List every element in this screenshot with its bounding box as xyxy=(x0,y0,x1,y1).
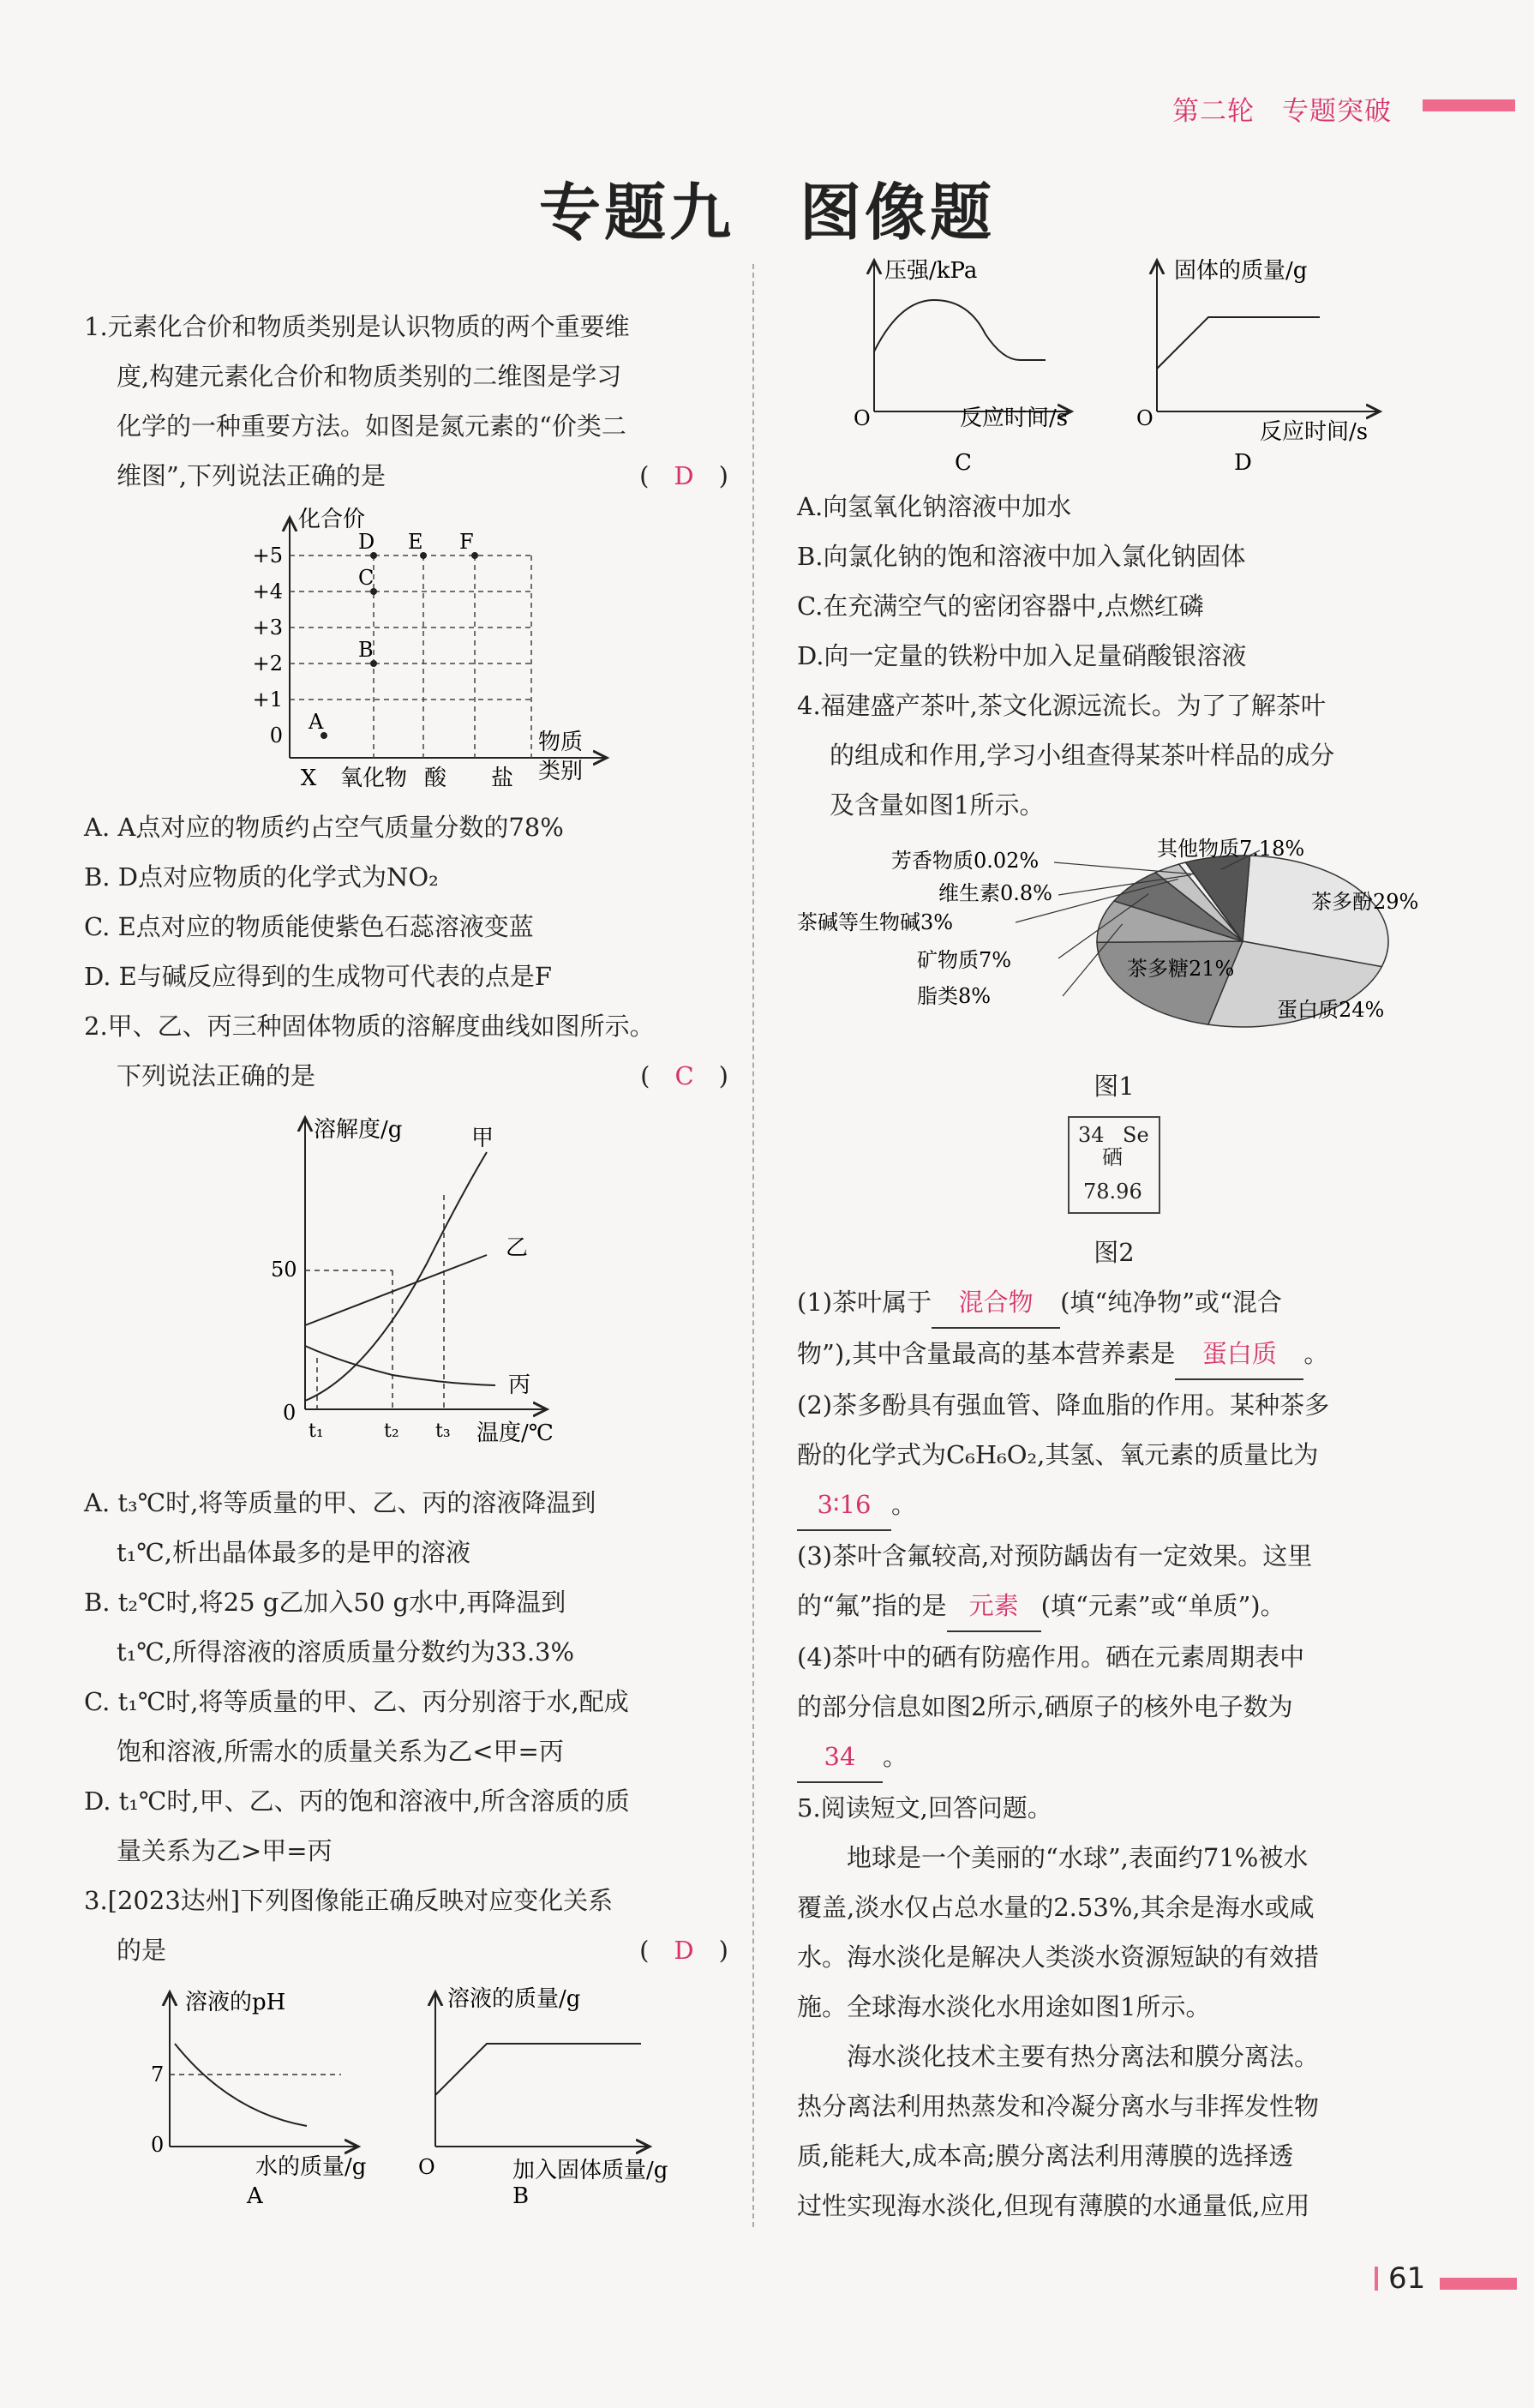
q1-line-1: 1.元素化合价和物质类别是认识物质的两个重要维 xyxy=(84,312,630,341)
q3-graphs-cd xyxy=(797,249,1431,482)
q4-sub2-answer: 3∶16 xyxy=(797,1480,891,1531)
q2-line-1: 2.甲、乙、丙三种固体物质的溶解度曲线如图所示。 xyxy=(84,1012,655,1041)
q1-point-label: E xyxy=(408,530,423,554)
q3-line-2: 的是 ( D ) xyxy=(84,1925,728,1975)
pie-label: 芳香物质0.02% xyxy=(891,849,1040,873)
element-name: 硒 xyxy=(1102,1145,1123,1169)
q4-sub4-line2: 的部分信息如图2所示,硒原子的核外电子数为 xyxy=(797,1692,1293,1721)
pie-label: 维生素0.8% xyxy=(938,881,1052,905)
q2-option-b-1: B. t₂℃时,将25 g乙加入50 g水中,再降温到 xyxy=(84,1588,566,1617)
pie-label: 茶碱等生物碱3% xyxy=(797,910,954,934)
pie-label: 蛋白质24% xyxy=(1277,998,1385,1022)
q2-option-c-1: C. t₁℃时,将等质量的甲、乙、丙分别溶于水,配成 xyxy=(84,1687,629,1716)
header-decoration-bar xyxy=(1423,99,1515,111)
page-number-tick xyxy=(1375,2267,1378,2291)
graph-b-caption: B xyxy=(512,2183,530,2207)
q3-line-1: 3.[2023达州]下列图像能正确反映对应变化关系 xyxy=(84,1886,614,1915)
q1-ytick: +2 xyxy=(252,652,283,676)
q4-sub2-line2: 酚的化学式为C₆H₆O₂,其氢、氧元素的质量比为 xyxy=(797,1440,1319,1469)
q4-sub1-line2: 物”),其中含量最高的基本营养素是 蛋白质 。 xyxy=(797,1329,1431,1380)
pie-label: 其他物质7.18% xyxy=(1157,837,1305,861)
q5-p1-line2: 覆盖,淡水仅占总水量的2.53%,其余是海水或咸 xyxy=(797,1893,1315,1922)
q1-answer: D xyxy=(674,461,694,490)
q5-p2-line1: 海水淡化技术主要有热分离法和膜分离法。 xyxy=(847,2042,1320,2071)
graph-c-curve xyxy=(874,300,1046,360)
q1-point-label: A xyxy=(309,710,324,734)
element-card-wrap xyxy=(797,1111,1431,1228)
q1-xtick: X xyxy=(300,766,317,791)
graph-c-ylabel: 压强/kPa xyxy=(884,258,978,284)
q1-ytick: 0 xyxy=(269,724,283,748)
q1-line-2: 度,构建元素化合价和物质类别的二维图是学习 xyxy=(117,362,622,391)
page-title: 专题九 图像题 xyxy=(538,177,995,249)
graph-b-xlabel: 加入固体质量/g xyxy=(512,2158,668,2183)
q1-line-3: 化学的一种重要方法。如图是氮元素的“价类二 xyxy=(117,411,626,441)
graph-a-caption: A xyxy=(247,2183,263,2207)
q2-xtick-t2: t₂ xyxy=(384,1420,399,1442)
curve-label-jia: 甲 xyxy=(471,1126,494,1151)
pie-label: 茶多糖21% xyxy=(1127,957,1235,981)
graph-d-caption: D xyxy=(1234,450,1252,476)
q1-option-d: D. E与碱反应得到的生成物可代表的点是F xyxy=(84,962,552,991)
curve-jia xyxy=(305,1152,487,1401)
element-symbol: Se xyxy=(1123,1123,1149,1147)
q5-p1-line4: 施。全球海水淡化水用途如图1所示。 xyxy=(797,1992,1211,2021)
q4-line-2: 的组成和作用,学习小组查得某茶叶样品的成分 xyxy=(830,741,1335,770)
q1-xlabel-1: 物质 xyxy=(538,730,584,755)
graph-d-xlabel: 反应时间/s xyxy=(1260,419,1369,445)
q4-sub1-line1: (1)茶叶属于 混合物 (填“纯净物”或“混合 xyxy=(797,1277,1431,1329)
left-column xyxy=(84,302,728,2207)
q3-answer: D xyxy=(674,1936,694,1965)
q1-ytick: +1 xyxy=(252,688,283,712)
q3-option-a: A.向氢氧化钠溶液中加水 xyxy=(797,492,1072,521)
q2-ylabel: 溶解度/g xyxy=(314,1117,403,1143)
curve-label-yi: 乙 xyxy=(506,1235,529,1261)
page-number: 61 xyxy=(1388,2261,1426,2296)
graph-d-ylabel: 固体的质量/g xyxy=(1174,258,1308,284)
q1-point-label: D xyxy=(358,530,375,554)
pie-caption: 图1 xyxy=(1094,1072,1135,1101)
graph-a-ylabel: 溶液的pH xyxy=(185,1990,286,2015)
q5-p1-line1: 地球是一个美丽的“水球”,表面约71%被水 xyxy=(847,1843,1309,1872)
graph-d-origin: O xyxy=(1136,406,1153,430)
q4-sub3-line2: 的“氟”指的是 元素 (填“元素”或“单质”)。 xyxy=(797,1581,1431,1632)
q2-xtick-t3: t₃ xyxy=(435,1420,451,1442)
graph-a-curve xyxy=(175,2044,307,2126)
q5-p2-line3: 质,能耗大,成本高;膜分离法利用薄膜的选择透 xyxy=(797,2141,1294,2171)
right-column xyxy=(797,249,1431,2231)
q1-option-c: C. E点对应的物质能使紫色石蕊溶液变蓝 xyxy=(84,912,534,941)
q3-answer-bracket: ( D ) xyxy=(639,1936,728,1965)
q5-stem: 5.阅读短文,回答问题。 xyxy=(797,1793,1052,1823)
q3-graphs-ab xyxy=(84,1975,728,2207)
q1-ylabel: 化合价 xyxy=(298,507,366,532)
q4-sub4-line3: 34 。 xyxy=(797,1732,1431,1783)
element-caption: 图2 xyxy=(1094,1238,1135,1267)
q2-origin: 0 xyxy=(283,1401,297,1425)
q5-p2-line2: 热分离法利用热蒸发和冷凝分离水与非挥发性物 xyxy=(797,2092,1320,2121)
q2-option-b-2: t₁℃,所得溶液的溶质质量分数约为33.3% xyxy=(117,1637,575,1666)
graph-b-ylabel: 溶液的质量/g xyxy=(447,1986,581,2012)
column-divider xyxy=(752,264,754,2227)
graph-d-curve xyxy=(1157,317,1320,369)
q4-sub2-line1: (2)茶多酚具有强血管、降血脂的作用。某种茶多 xyxy=(797,1390,1330,1420)
q1-xlabel-2: 类别 xyxy=(538,759,584,784)
graph-b-curve xyxy=(435,2044,641,2095)
q2-xtick-t1: t₁ xyxy=(309,1420,324,1442)
q2-option-d-1: D. t₁℃时,甲、乙、丙的饱和溶液中,所含溶质的质 xyxy=(84,1786,630,1816)
q3-option-d: D.向一定量的铁粉中加入足量硝酸银溶液 xyxy=(797,641,1247,670)
q1-xtick: 盐 xyxy=(490,766,514,791)
q2-xlabel: 温度/℃ xyxy=(476,1420,554,1446)
curve-label-bing: 丙 xyxy=(508,1372,531,1398)
q4-sub1-answer1: 混合物 xyxy=(932,1277,1060,1329)
q2-answer-bracket: ( C ) xyxy=(640,1061,728,1090)
element-number: 34 xyxy=(1078,1123,1105,1147)
pie-label: 茶多酚29% xyxy=(1311,890,1419,914)
pie-label: 脂类8% xyxy=(917,984,992,1008)
q4-sub3-line1: (3)茶叶含氟较高,对预防龋齿有一定效果。这里 xyxy=(797,1541,1313,1570)
q1-ytick: +3 xyxy=(252,616,283,640)
q1-figure xyxy=(84,501,728,802)
q4-sub4-line1: (4)茶叶中的硒有防癌作用。硒在元素周期表中 xyxy=(797,1642,1305,1672)
graph-c-origin: O xyxy=(854,406,871,430)
q2-option-a-1: A. t₃℃时,将等质量的甲、乙、丙的溶液降温到 xyxy=(84,1488,596,1517)
q1-answer-bracket: ( D ) xyxy=(639,461,728,490)
q1-xtick: 氧化物 xyxy=(339,766,408,791)
page-number-bar xyxy=(1440,2278,1517,2290)
q4-line-1: 4.福建盛产茶叶,茶文化源远流长。为了了解茶叶 xyxy=(797,691,1326,720)
graph-b-origin: O xyxy=(418,2155,435,2179)
q3-option-b: B.向氯化钠的饱和溶液中加入氯化钠固体 xyxy=(797,542,1246,571)
graph-c-xlabel: 反应时间/s xyxy=(960,405,1069,431)
q1-point-label: F xyxy=(459,530,474,554)
q2-ytick-50: 50 xyxy=(271,1258,297,1282)
q1-option-a: A. A点对应的物质约占空气质量分数的78% xyxy=(84,813,564,842)
q2-option-d-2: 量关系为乙>甲=丙 xyxy=(117,1836,333,1865)
q4-sub2-line3: 3∶16 。 xyxy=(797,1480,1431,1531)
q4-sub1-answer2: 蛋白质 xyxy=(1175,1329,1303,1380)
graph-c-caption: C xyxy=(955,450,972,476)
q2-option-c-2: 饱和溶液,所需水的质量关系为乙<甲=丙 xyxy=(117,1737,564,1766)
graph-a-tick: 7 xyxy=(151,2063,165,2087)
q4-pie-chart xyxy=(797,830,1431,1061)
q5-p2-line4: 过性实现海水淡化,但现有薄膜的水通量低,应用 xyxy=(797,2191,1310,2220)
q1-point-label: C xyxy=(358,566,375,590)
q2-figure xyxy=(84,1101,728,1478)
q3-option-c: C.在充满空气的密闭容器中,点燃红磷 xyxy=(797,591,1204,621)
q1-point-label: B xyxy=(358,638,374,662)
q2-line-2: 下列说法正确的是 ( C ) xyxy=(84,1051,728,1101)
pie-label: 矿物质7% xyxy=(917,948,1012,972)
q4-sub4-answer: 34 xyxy=(797,1732,883,1783)
q1-ytick: +5 xyxy=(252,543,283,567)
curve-bing xyxy=(305,1346,495,1385)
q1-option-b: B. D点对应物质的化学式为NO₂ xyxy=(84,862,439,892)
graph-a-origin: 0 xyxy=(151,2133,165,2157)
element-mass: 78.96 xyxy=(1083,1180,1142,1204)
q5-p1-line3: 水。海水淡化是解决人类淡水资源短缺的有效措 xyxy=(797,1943,1320,1972)
q4-line-3: 及含量如图1所示。 xyxy=(830,790,1045,820)
q1-line-4: 维图”,下列说法正确的是 ( D ) xyxy=(84,451,728,501)
q2-answer: C xyxy=(674,1061,694,1090)
q1-xtick: 酸 xyxy=(423,766,447,791)
q2-option-a-2: t₁℃,析出晶体最多的是甲的溶液 xyxy=(117,1538,470,1567)
graph-a-xlabel: 水的质量/g xyxy=(255,2154,367,2180)
q4-sub3-answer: 元素 xyxy=(947,1581,1041,1632)
header-series: 第二轮 专题突破 xyxy=(1172,96,1392,127)
element-card xyxy=(1068,1116,1160,1214)
q1-ytick: +4 xyxy=(252,579,283,604)
